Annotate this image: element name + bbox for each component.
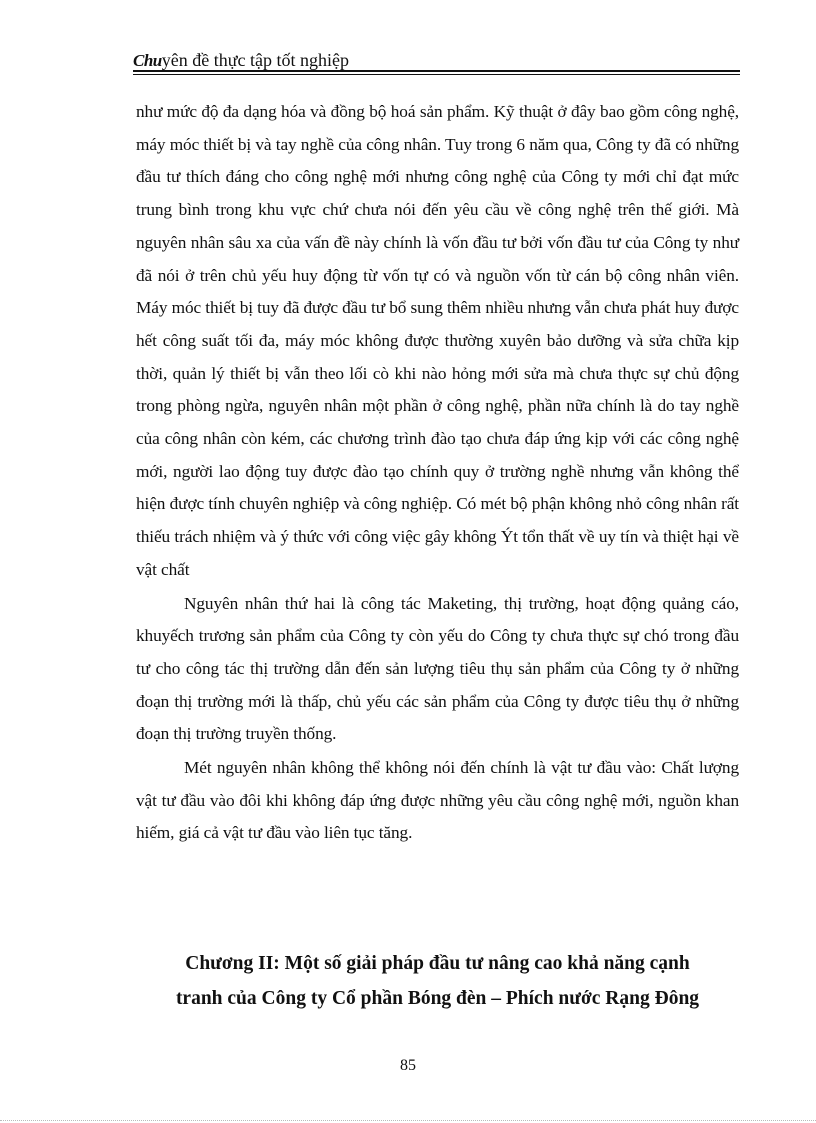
header-title-text: yên đề thực tập tốt nghiệp <box>161 50 349 70</box>
chapter-heading-line2: tranh của Công ty Cổ phần Bóng đèn – Phích nước Rạng Đông <box>175 988 700 1009</box>
paragraph-marketing: Nguyên nhân thứ hai là công tác Maketing, thị trường, hoạt động quảng cáo, khuyếch trương sản phẩm của Công ty còn yếu do Công ty chưa thực sự chó trong đầu tư cho công tác thị trường dẫn đến sản lượng tiêu thụ sản phẩm của Công ty ở những đoạn thị trường mới là thấp, chủ yếu các sản phẩm của Công ty được tiêu thụ ở những đoạn thị trường truyền thống. <box>136 593 739 744</box>
chapter-heading <box>136 946 739 1016</box>
footer-divider <box>0 1120 816 1121</box>
page-header <box>133 50 740 74</box>
header-rule-thin <box>133 74 740 75</box>
header-title <box>133 50 349 71</box>
header-rule-thick <box>133 70 740 72</box>
header-logo-text: Chu <box>133 51 162 70</box>
document-body <box>136 96 739 850</box>
paragraph-materials: Mét nguyên nhân không thể không nói đến chính là vật tư đầu vào: Chất lượng vật tư đầu vào đôi khi không đáp ứng được những yêu cầu công nghệ mới, nguồn khan hiếm, giá cả vật tư đầu vào liên tục tăng. <box>136 758 739 843</box>
page-number: 85 <box>400 1057 416 1074</box>
chapter-heading-line1: Chương II: Một số giải pháp đầu tư nâng cao khả năng cạnh <box>185 953 690 974</box>
paragraph-technology: như mức độ đa dạng hóa và đồng bộ hoá sản phẩm. Kỹ thuật ở đây bao gồm công nghệ, máy móc thiết bị và tay nghề của công nhân. Tuy trong 6 năm qua, Công ty đã có những đầu tư thích đáng cho công nghệ mới nhưng công nghệ của Công ty mới chỉ đạt mức trung bình trong khu vực chứ chưa nói đến yêu cầu về công nghệ trên thế giới. Mà nguyên nhân sâu xa của vấn đề này chính là vốn đầu tư bởi vốn đầu tư của Công ty như đã nói ở trên chủ yếu huy động từ vốn tự có và nguồn vốn từ cán bộ công nhân viên. Máy móc thiết bị tuy đã được đầu tư bổ sung thêm nhiều nhưng vẫn chưa phát huy được hết công suất tối đa, máy móc không được thường xuyên bảo dưỡng và sửa chữa kịp thời, quản lý thiết bị vẫn theo lối cò khi nào hỏng mới sửa mà chưa thực sự chủ động trong phòng ngừa, nguyên nhân một phần ở công nghệ, phần nữa chính là do tay nghề của công nhân còn kém, các chương trình đào tạo chưa đáp ứng kịp với các công nghệ mới, người lao động tuy được đào tạo chính quy ở trường nghề nhưng vẫn không thể hiện được tính chuyên nghiệp và công nghiệp. Có mét bộ phận không nhỏ công nhân rất thiếu trách nhiệm và ý thức với công việc gây không Ýt tổn thất về uy tín và thiệt hại về vật chất <box>136 102 739 579</box>
